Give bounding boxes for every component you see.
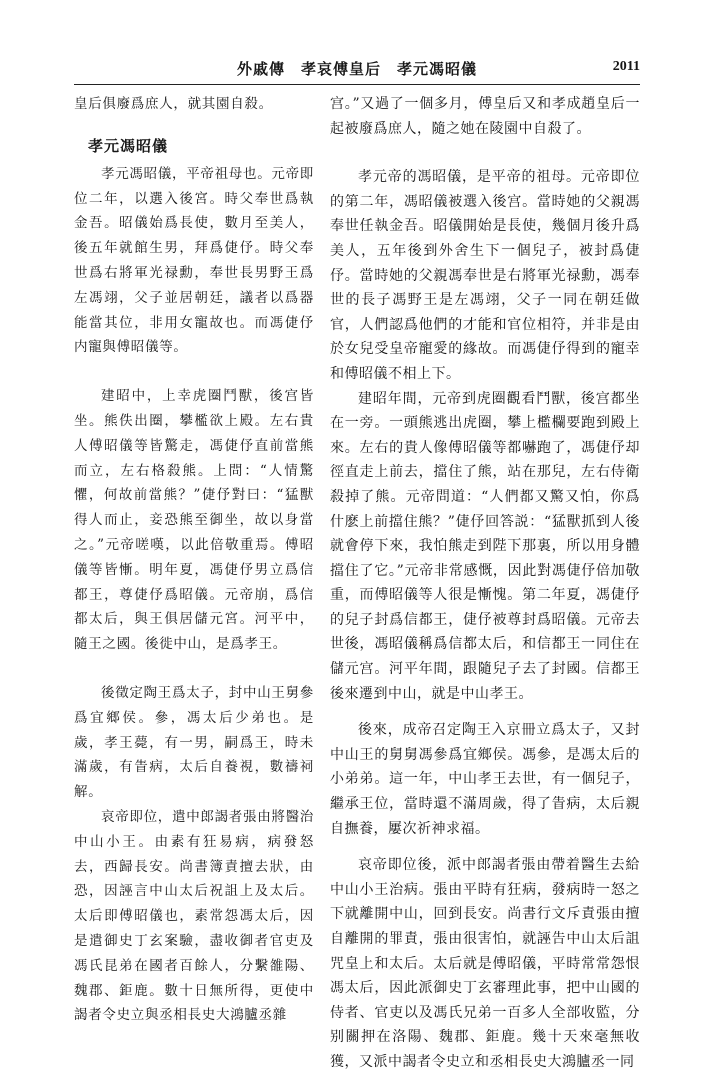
paragraph-gap bbox=[74, 657, 314, 681]
paragraph-gap bbox=[330, 141, 640, 165]
page-number: 2011 bbox=[612, 59, 640, 74]
paragraph-gap bbox=[330, 841, 640, 853]
header-rule bbox=[74, 84, 640, 85]
translation-column bbox=[330, 92, 640, 1075]
header-title: 外戚傳 孝哀傅皇后 孝元馮昭儀 bbox=[236, 60, 477, 78]
translation-paragraph-4: 哀帝即位後，派中郎謁者張由帶着醫生去給中山小王治病。張由平時有狂病，發病時一怒之下就離開中山，回到長安。尚書行文斥責張由擅自離開的罪責，張由很害怕，就誣告中山太后詛咒皇上和太后。太后就是傅昭儀，平時常常怨恨馮太后，因此派御史丁玄審理此事，把中山國的侍者、官吏以及馮氏兄弟一百多人全部收監，分别關押在洛陽、魏郡、鉅鹿。幾十天來毫無收獲，又派中謁者令史立和丞相長史大鴻臚丞一同 bbox=[330, 857, 640, 1070]
running-header bbox=[74, 56, 640, 82]
classical-paragraph-4: 哀帝即位，遣中郎謁者張由將醫治中山小王。由素有狂易病，病發怒去，西歸長安。尚書簿責擅去狀，由恐，因誣言中山太后祝詛上及太后。太后即傅昭儀也，素常怨馮太后，因是遣御史丁玄案驗，盡收御者官吏及馮氏昆弟在國者百餘人，分繫雒陽、魏郡、鉅鹿。數十日無所得，更使中謁者令史立與丞相長史大鴻臚丞雜 bbox=[74, 808, 314, 1024]
classical-paragraph-1: 孝元馮昭儀，平帝祖母也。元帝即位二年，以選入後宮。時父奉世爲執金吾。昭儀始爲長使，數月至美人，後五年就館生男，拜爲倢伃。時父奉世爲右將軍光禄勳，奉世長男野王爲左馮翊，父子並居朝廷，議者以爲器能當其位，非用女寵故也。而馮倢伃内寵與傅昭儀等。 bbox=[74, 165, 314, 356]
classical-text-column bbox=[74, 92, 314, 1028]
translation-paragraph-0: 宫。”又過了一個多月，傅皇后又和孝成趙皇后一起被廢爲庶人，隨之她在陵園中自殺了。 bbox=[330, 96, 640, 137]
classical-paragraph-2: 建昭中，上幸虎圈鬥獸，後宫皆坐。熊佚出圈，攀檻欲上殿。左右貴人傅昭儀等皆驚走，馮倢伃直前當熊而立，左右格殺熊。上問：“人情驚懼，何故前當熊？”倢伃對曰：“猛獸得人而止，妾恐熊至御坐，故以身當之。”元帝嗟嘆，以此倍敬重焉。傅昭儀等皆慚。明年夏，馮倢伃男立爲信都王，尊倢伃爲昭儀。元帝崩，爲信都太后，與王俱居儲元宮。河平中，隨王之國。後徙中山，是爲孝王。 bbox=[74, 388, 314, 653]
translation-paragraph-2: 建昭年間，元帝到虎圈觀看鬥獸，後宫都坐在一旁。一頭熊逃出虎圈，攀上檻欄要跑到殿上來。左右的貴人像傅昭儀等都嚇跑了，馮倢伃却徑直走上前去，擋住了熊，站在那兒，左右侍衛殺掉了熊。元帝問道：“人們都又驚又怕，你爲什麽上前擋住熊？”倢伃回答説：“猛獸抓到人後就會停下來，我怕熊走到陛下那裏，所以用身體擋住了它。”元帝非常感慨，因此對馮倢伃倍加敬重，而傅昭儀等人很是慚愧。第二年夏，馮倢伃的兒子封爲信都王，倢伃被尊封爲昭儀。元帝去世後，馮昭儀稱爲信都太后，和信都王一同住在儲元宫。河平年間，跟隨兒子去了封國。信都王後來遷到中山，就是中山孝王。 bbox=[330, 390, 640, 702]
paragraph-gap bbox=[74, 360, 314, 384]
translation-paragraph-1: 孝元帝的馮昭儀，是平帝的祖母。元帝即位的第二年，馮昭儀被選入後宫。當時她的父親馮奉世任執金吾。昭儀開始是長使，幾個月後升爲美人，五年後到外舍生下一個兒子，被封爲倢伃。當時她的父親馮奉世是右將軍光禄勳，馮奉世的長子馮野王是左馮翊，父子一同在朝廷做官，人們認爲他們的才能和官位相符，并非是由於女兒受皇帝寵愛的緣故。而馮倢伃得到的寵幸和傅昭儀不相上下。 bbox=[330, 169, 640, 382]
classical-paragraph-0: 皇后俱廢爲庶人，就其園自殺。 bbox=[74, 96, 273, 112]
classical-paragraph-3: 後徵定陶王爲太子，封中山王舅參爲宜鄉侯。參，馮太后少弟也。是歲，孝王薨，有一男，嗣爲王，時未滿歲，有眚病，太后自養視，數禱祠解。 bbox=[74, 684, 314, 801]
translation-paragraph-3: 後來，成帝召定陶王入京冊立爲太子，又封中山王的舅舅馮參爲宜鄉侯。馮參，是馮太后的小弟弟。這一年，中山孝王去世，有一個兒子，繼承王位，當時還不滿周歲，得了眚病，太后親自撫養，屢次祈神求福。 bbox=[330, 722, 640, 837]
paragraph-gap bbox=[330, 706, 640, 718]
section-title: 孝元馮昭儀 bbox=[88, 136, 169, 155]
